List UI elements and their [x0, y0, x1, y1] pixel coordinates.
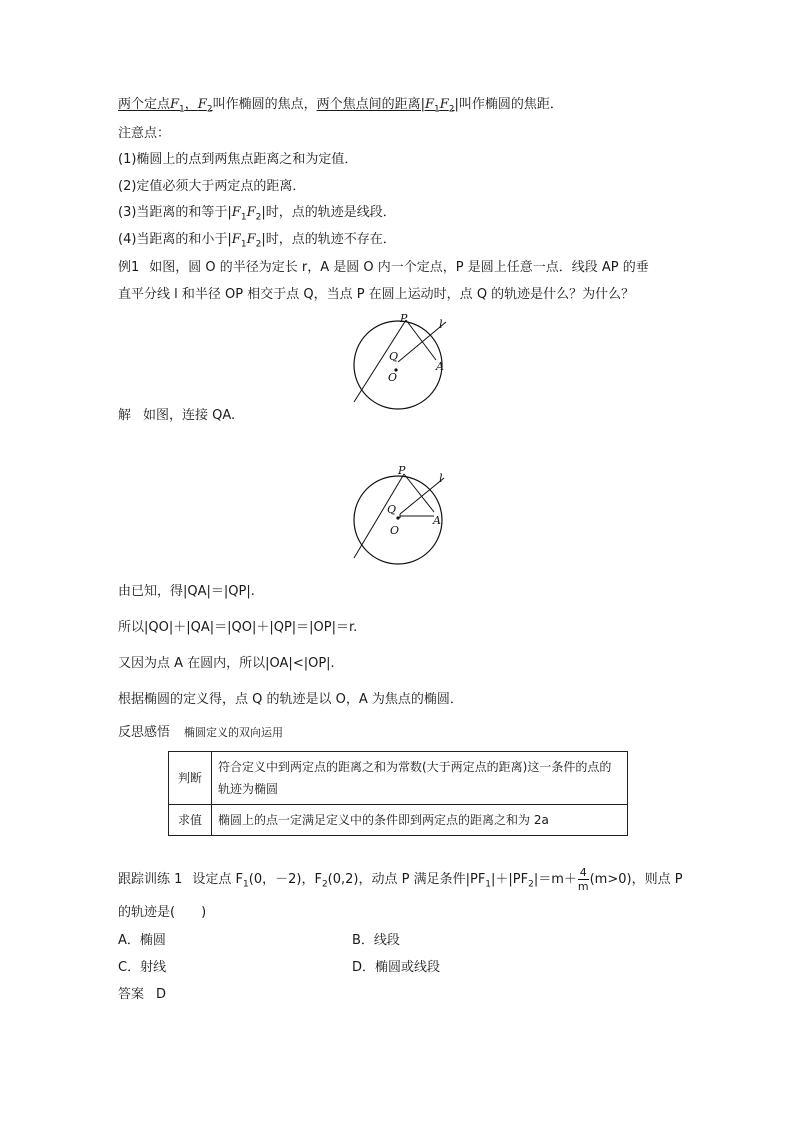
fraction: $\frac{4}{m}$: [577, 866, 589, 893]
solution-intro: 解 如图，连接 QA.: [118, 408, 236, 423]
solution-step-4: 根据椭圆的定义得，点 Q 的轨迹是以 O，A 为焦点的椭圆．: [118, 692, 463, 707]
table-row: [169, 805, 628, 836]
notes-title: 注意点：: [118, 126, 171, 141]
note-1: (1)椭圆上的点到两焦点距离之和为定值．: [118, 152, 358, 167]
note-4: (4)当距离的和小于$|F_1F_2|$时，点的轨迹不存在．: [118, 232, 396, 250]
option-c: C．射线: [118, 960, 167, 975]
label-l: l: [439, 318, 443, 331]
label-Q: Q: [387, 503, 397, 516]
figure-1: [340, 310, 470, 410]
solution-step-3: 又因为点 A 在圆内，所以|OA|<|OP|.: [118, 656, 335, 671]
example-line-1: 例1 如图，圆 O 的半径为定长 r，A 是圆 O 内一个定点，P 是圆上任意一点．线段 AP 的垂: [118, 260, 649, 275]
note-3: (3)当距离的和等于$|F_1F_2|$时，点的轨迹是线段．: [118, 205, 396, 223]
answer-line: 答案 D: [118, 987, 167, 1002]
label-P: P: [398, 464, 406, 477]
label-O: O: [388, 371, 398, 384]
table-row: [169, 752, 628, 805]
example-line-2: 直平分线 l 和半径 OP 相交于点 Q，当点 P 在圆上运动时，点 Q 的轨迹是什么？为什么？: [118, 287, 635, 302]
label-P: P: [400, 312, 408, 325]
reflection-table: [168, 751, 628, 836]
solution-step-2: 所以|QO|＋|QA|＝|QO|＋|QP|＝|OP|＝r.: [118, 620, 358, 635]
row-body: 符合定义中到两定点的距离之和为常数(大于两定点的距离)这一条件的点的轨迹为椭圆: [212, 752, 628, 805]
label-l: l: [439, 472, 443, 485]
option-a: A．椭圆: [118, 933, 166, 948]
label-Q: Q: [389, 350, 399, 363]
reflection-heading: 反思感悟 椭圆定义的双向运用: [118, 725, 284, 740]
practice-stem: 跟踪训练 1 设定点 $F_1(0$，－2)，$F_2(0,2)$，动点 P 满足条件$|PF_1|+|PF_2|=m+$ $\frac{4}{m}$ (m>0)，则点 P: [118, 866, 683, 893]
definition-line: 两个定点$F_1$，$F_2$叫作椭圆的焦点，两个焦点间的距离$|F_1F_2|$叫作椭圆的焦距．: [118, 97, 563, 115]
label-O: O: [390, 524, 400, 537]
figure-2: [340, 462, 470, 572]
row-head: 判断: [169, 752, 212, 805]
option-d: D．椭圆或线段: [352, 960, 441, 975]
note-2: (2)定值必须大于两定点的距离．: [118, 179, 306, 194]
solution-step-1: 由已知，得|QA|＝|QP|.: [118, 584, 255, 599]
label-A: A: [436, 360, 444, 373]
option-b: B．线段: [352, 933, 400, 948]
row-head: 求值: [169, 805, 212, 836]
practice-stem-line-2: 的轨迹是( ): [118, 905, 207, 920]
label-A: A: [433, 514, 441, 527]
row-body: 椭圆上的点一定满足定义中的条件即到两定点的距离之和为 2a: [212, 805, 628, 836]
